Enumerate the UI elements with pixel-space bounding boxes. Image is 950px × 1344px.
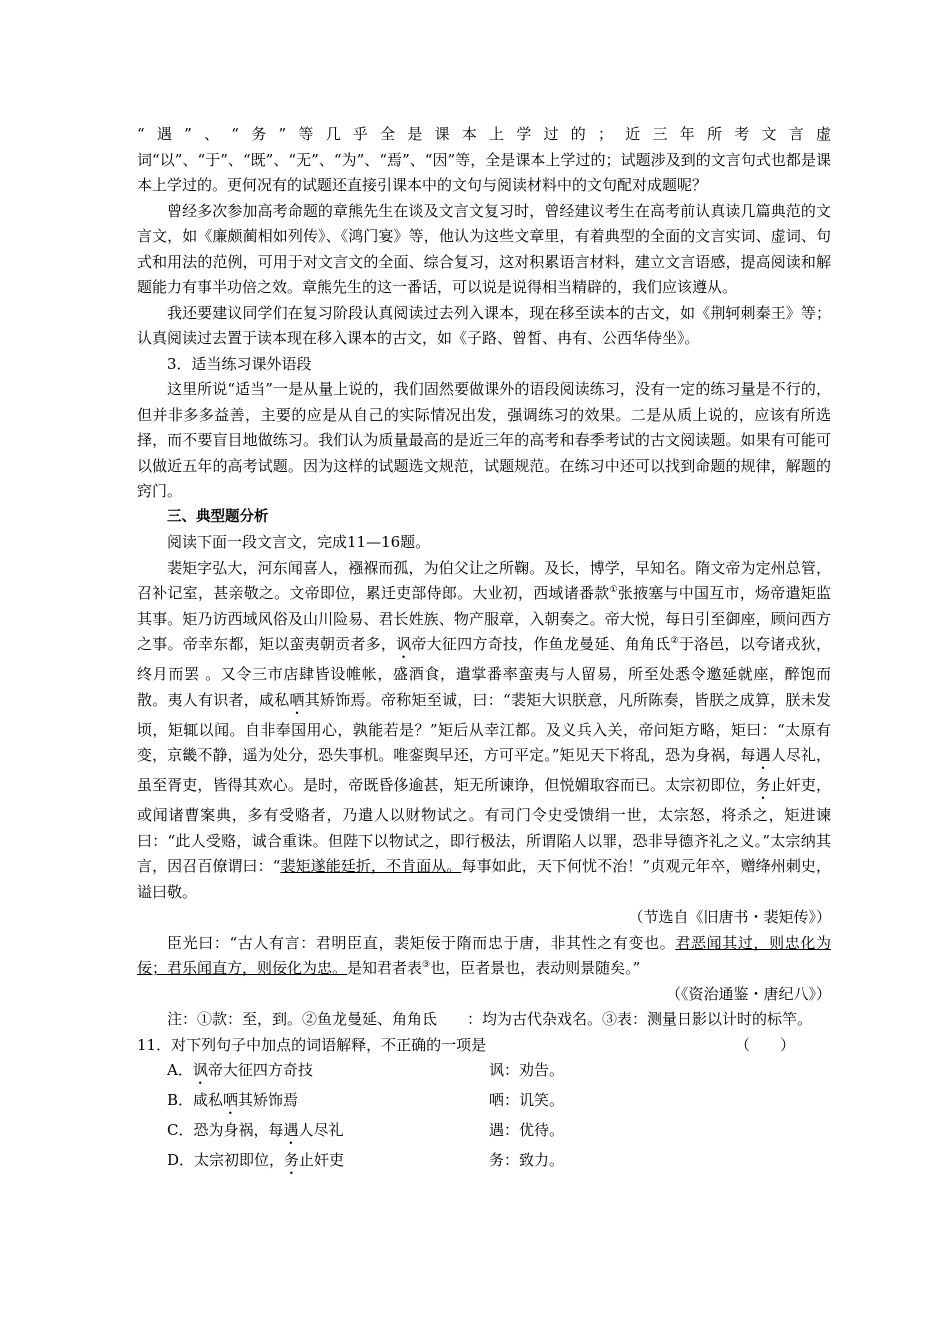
passage-text: 每事如此，天下何忧不治！”贞观元年卒，赠绛州刺史，谥曰敬。 bbox=[137, 857, 831, 901]
option-explanation: 哂：讥笑。 bbox=[489, 1091, 565, 1109]
underlined-sentence: 裴矩遂能廷折，不肯面从。 bbox=[280, 857, 462, 875]
passage-text: 裴矩字弘大，河东闻喜人，襁褓而孤，为伯父让之所鞠。及长，博学，早知名。隋文帝为定州总管，召补记室，甚亲敬之。文帝即位，累迁吏部侍郎。大业初，西域诸番款 bbox=[137, 558, 831, 602]
document-page bbox=[137, 122, 831, 1178]
dotted-word: 讽 bbox=[396, 635, 412, 653]
option-explanation: 讽：劝告。 bbox=[489, 1061, 565, 1079]
answer-blank: （ ） bbox=[734, 1035, 795, 1054]
dotted-word: 务 bbox=[755, 776, 771, 794]
question-11 bbox=[137, 1033, 831, 1059]
underlined-sentence: 君恶闻其过，则忠化为佞；君乐闻直方，则佞化为忠。 bbox=[137, 933, 831, 977]
option-text: 帝大征四方奇技 bbox=[207, 1061, 313, 1079]
passage-text: 臣光曰：“古人有言：君明臣直，裴矩佞于隋而忠于唐，非其性之有变也。 bbox=[167, 933, 676, 952]
paragraph-3: 我还要建议同学们在复习阶段认真阅读过去列入课本，现在移至读本的古文，如《荆轲刺秦王》等；认真阅读过去置于读本现在移入课本的古文，如《子路、曾皙、冉有、公西华侍坐》。 bbox=[137, 303, 831, 347]
notes: 注：①款：至，到。②鱼龙曼延、角角氐 ：均为古代杂戏名。③表：测量日影以计时的标竿。 bbox=[167, 1010, 813, 1028]
footnote-mark-3: ③ bbox=[422, 960, 431, 970]
passage-text: 其矫饰焉。帝称矩至诚，曰：“裴矩大识朕意，凡所陈奏，皆朕之成算，朕未发顷，矩辄以闻。自非奉国用心，孰能若是？”矩后从幸江都。及义兵入关，帝问矩方略，矩曰：“太原有变，京畿不静，遥为处分，恐失事机。唯銮舆早还，方可平定。”矩见天下将乱，恐为身祸，每 bbox=[137, 690, 831, 764]
source-citation-2: （《资治通鉴・唐纪八》） bbox=[665, 984, 831, 1003]
dotted-word: 讽 bbox=[192, 1061, 208, 1079]
source-citation-1: （节选自《旧唐书・裴矩传》） bbox=[628, 908, 831, 926]
passage-paragraph-1 bbox=[137, 556, 831, 906]
dotted-word: 遇 bbox=[283, 1121, 299, 1139]
question-stem: 11．对下列句子中加点的词语解释，不正确的一项是 bbox=[137, 1035, 487, 1054]
reading-instruction: 阅读下面一段文言文，完成11—16题。 bbox=[167, 533, 431, 551]
passage-text: 人尽礼，虽至胥吏，皆得其欢心。是时，帝既昏侈逾甚，矩无所谏诤，但悦媚取容而已。太宗初即位， bbox=[137, 746, 831, 794]
part-3-heading: 三、典型题分析 bbox=[167, 508, 269, 525]
dotted-word: 哂 bbox=[223, 1091, 239, 1109]
option-text: A． bbox=[167, 1061, 193, 1079]
passage-paragraph-2 bbox=[137, 931, 831, 982]
passage-text: 张掖塞与中国互市，炀帝遣矩监其事。矩乃访西域风俗及山川险易、君长姓族、物产服章，入朝奏之。帝大悦，每日引至御座，顾问西方之事。帝幸东都，矩以蛮夷朝贡者多， bbox=[137, 584, 831, 653]
paragraph-4: 这里所说“适当”一是从量上说的，我们固然要做课外的语段阅读练习，没有一定的练习量是不行的，但并非多多益善，主要的应是从自己的实际情况出发，强调练习的效果。二是从质上说的，应该有所选择，而不要盲目地做练习。我们认为质量最高的是近三年的高考和春季考试的古文阅读题。如果有可能可以做近五年的高考试题。因为这样的试题选文规范，试题规范。在练习中还可以找到命题的规律，解题的窍门。 bbox=[137, 380, 831, 500]
option-text: 其矫饰焉 bbox=[238, 1091, 299, 1109]
option-explanation: 务：致力。 bbox=[489, 1151, 565, 1169]
passage-text: 止奸吏，或闻诸曹案典，多有受赂者，乃遣人以财物试之。有司门令史受馈绢一世，太宗怒，将杀之，矩进谏曰：“此人受赂，诚合重诛。但陛下以物试之，即行极法，所谓陷人以罪，恐非导德齐礼之义。”太宗纳其言，因召百僚谓曰：“ bbox=[137, 776, 831, 875]
option-text: D．太宗初即位， bbox=[167, 1151, 285, 1169]
dotted-word: 遇 bbox=[755, 746, 771, 764]
option-text: 人尽礼 bbox=[298, 1121, 344, 1139]
footnote-mark-1: ① bbox=[609, 585, 618, 595]
passage-text: 是知君者表 bbox=[347, 959, 423, 977]
passage-text: 也，臣者景也，表动则景随矣。” bbox=[430, 959, 641, 977]
paragraph-2: 曾经多次参加高考命题的章熊先生在谈及文言文复习时，曾经建议考生在高考前认真读几篇典范的文言文，如《廉颇蔺相如列传》、《鸿门宴》等，他认为这些文章里，有着典型的全面的文言实词、虚词、句式和用法的范例，可用于对文言文的全面、综合复习，这对积累语言材料，建立文言语感，提高阅读和解题能力有事半功倍之效。章熊先生的这一番话，可以说是说得相当精辟的，我们应该遵从。 bbox=[137, 201, 831, 296]
passage-text: 于洛邑，以夸诸戎狄，终月而罢 。又令三市店肆皆设帷帐，盛酒食，遣掌番率蛮夷与人留易，所至处悉令邀延就座，醉饱而散。夷人有识者，咸私 bbox=[137, 635, 831, 709]
option-d bbox=[137, 1148, 831, 1178]
option-text: C．恐为身祸，每 bbox=[167, 1121, 284, 1139]
option-c bbox=[137, 1118, 831, 1148]
section-3-heading: 3．适当练习课外语段 bbox=[167, 354, 312, 373]
passage-text: 帝大征四方奇技，作鱼龙曼延、角角氐 bbox=[411, 635, 671, 653]
option-explanation: 遇：优待。 bbox=[489, 1121, 565, 1139]
paragraph-1: “遇”、“务”等几乎全是课本上学过的；近三年所考文言虚词“以”、“于”、“既”、“无”、“为”、“焉”、“因”等，全是课本上学过的；试题涉及到的文言句式也都是课本上学过的。更何况有的试题还直接引课本中的文句与阅读材料中的文句配对成题呢？ bbox=[137, 125, 831, 194]
option-b bbox=[137, 1088, 831, 1118]
option-a bbox=[137, 1058, 831, 1088]
dotted-word: 哂 bbox=[289, 690, 305, 709]
dotted-word: 务 bbox=[284, 1151, 300, 1169]
footnote-mark-2: ② bbox=[670, 636, 679, 646]
option-text: 止奸吏 bbox=[299, 1151, 345, 1169]
option-text: B．咸私 bbox=[167, 1091, 224, 1109]
